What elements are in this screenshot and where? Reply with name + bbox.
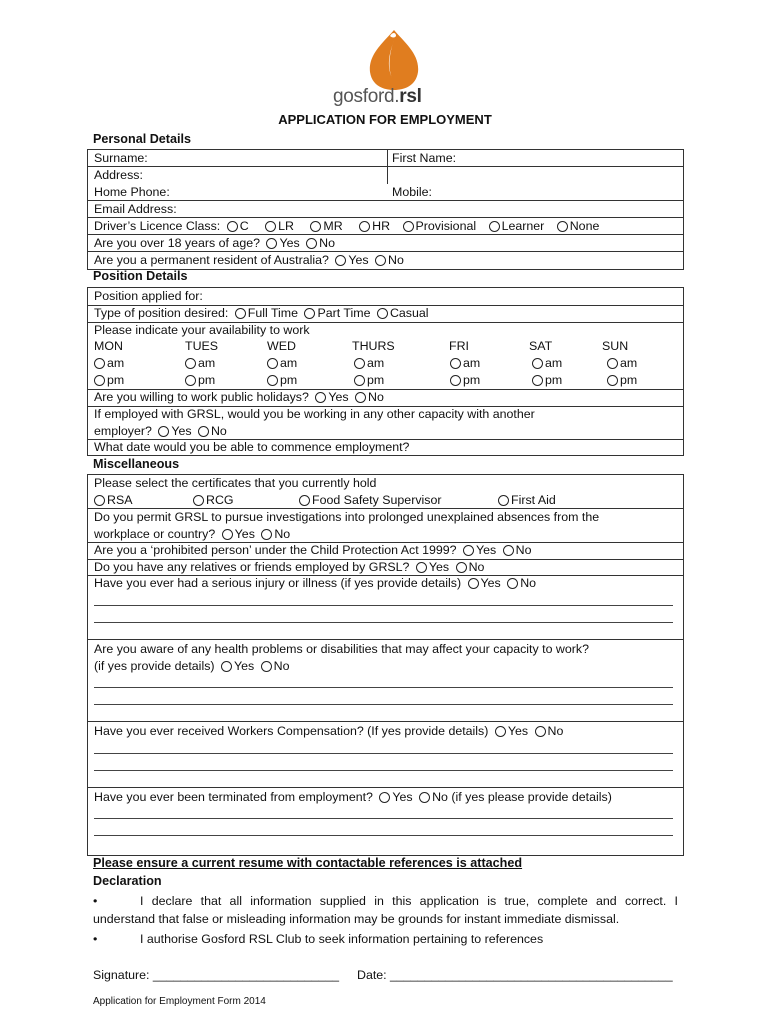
bullet: • xyxy=(93,894,98,908)
full-time-radio[interactable] xyxy=(235,308,246,319)
brand-suffix: rsl xyxy=(399,86,422,107)
sat-am-option: am xyxy=(529,356,562,370)
footer-text: Application for Employment Form 2014 xyxy=(93,996,266,1007)
row-divider xyxy=(88,639,683,640)
sun-am-option: am xyxy=(604,356,637,370)
casual-radio[interactable] xyxy=(377,308,388,319)
other-capacity-row: employer? Yes No xyxy=(94,424,227,438)
resident-row: Are you a permanent resident of Australia? Yes No xyxy=(94,253,404,267)
position-details-heading: Position Details xyxy=(93,269,188,283)
row-divider xyxy=(88,721,683,722)
workers-comp-details-line[interactable] xyxy=(94,753,673,754)
workers-comp-no-radio[interactable] xyxy=(535,726,546,737)
mon-pm-option: pm xyxy=(91,373,124,387)
prohibited-person-row: Are you a ‘prohibited person’ under the Child Protection Act 1999? Yes No xyxy=(94,543,532,557)
cert-rcg-option: RCG xyxy=(190,492,234,509)
licence-learner-radio[interactable] xyxy=(489,221,500,232)
over-18-row: Are you over 18 years of age? Yes No xyxy=(94,236,335,250)
day-thurs: THURS xyxy=(352,339,395,353)
health-details-line[interactable] xyxy=(94,704,673,705)
wed-am-radio[interactable] xyxy=(267,358,278,369)
investigate-no-radio[interactable] xyxy=(261,529,272,540)
brand-name: gosford. xyxy=(333,86,400,107)
holidays-yes-radio[interactable] xyxy=(315,392,326,403)
declaration-item-1 xyxy=(93,892,678,928)
personal-details-heading: Personal Details xyxy=(93,132,191,146)
wed-am-option: am xyxy=(264,356,297,370)
wed-pm-option: pm xyxy=(264,373,297,387)
row-divider xyxy=(88,787,683,788)
thurs-pm-option: pm xyxy=(351,373,384,387)
home-phone-field[interactable]: Home Phone: xyxy=(94,185,170,199)
tues-am-option: am xyxy=(182,356,215,370)
email-field[interactable]: Email Address: xyxy=(94,202,177,216)
terminated-no-radio[interactable] xyxy=(419,792,430,803)
declaration-heading: Declaration xyxy=(93,874,162,888)
day-sat: SAT xyxy=(529,339,553,353)
first-name-field[interactable]: First Name: xyxy=(392,151,457,165)
gosford-rsl-logo-icon xyxy=(362,28,426,92)
licence-c-radio[interactable] xyxy=(227,221,238,232)
injury-yes-radio[interactable] xyxy=(468,578,479,589)
cert-rsa-radio[interactable] xyxy=(94,495,105,506)
licence-none-radio[interactable] xyxy=(557,221,568,232)
licence-hr-radio[interactable] xyxy=(359,221,370,232)
other-capacity-yes-radio[interactable] xyxy=(158,426,169,437)
day-wed: WED xyxy=(267,339,296,353)
licence-provisional-radio[interactable] xyxy=(403,221,414,232)
surname-field[interactable]: Surname: xyxy=(94,151,148,165)
fri-pm-option: pm xyxy=(447,373,480,387)
investigate-yes-radio[interactable] xyxy=(222,529,233,540)
prohibited-no-radio[interactable] xyxy=(503,545,514,556)
sun-pm-option: pm xyxy=(604,373,637,387)
sun-pm-radio[interactable] xyxy=(607,375,618,386)
commence-date-field[interactable]: What date would you be able to commence employment? xyxy=(94,440,410,454)
health-no-radio[interactable] xyxy=(261,661,272,672)
thurs-am-option: am xyxy=(351,356,384,370)
workers-comp-row: Have you ever received Workers Compensation? (If yes provide details) Yes No xyxy=(94,724,564,738)
injury-no-radio[interactable] xyxy=(507,578,518,589)
day-sun: SUN xyxy=(602,339,629,353)
declaration-item-1-line1: I declare that all information supplied in this application is true, complete and correct. I xyxy=(140,894,678,908)
declaration-item-1-line2: understand that false or misleading information may be grounds for instant immediate dismissal. xyxy=(93,912,620,926)
cert-first-aid-option: First Aid xyxy=(495,492,556,509)
injury-details-line[interactable] xyxy=(94,605,673,606)
position-applied-field[interactable]: Position applied for: xyxy=(94,289,203,303)
over-18-no-radio[interactable] xyxy=(306,238,317,249)
day-tues: TUES xyxy=(185,339,219,353)
thurs-am-radio[interactable] xyxy=(354,358,365,369)
terminated-details-line[interactable] xyxy=(94,835,673,836)
investigate-line1: Do you permit GRSL to pursue investigations into prolonged unexplained absences from the xyxy=(94,510,600,524)
terminated-details-line[interactable] xyxy=(94,818,673,819)
tues-am-radio[interactable] xyxy=(185,358,196,369)
certificates-label: Please select the certificates that you currently hold xyxy=(94,476,377,490)
resident-yes-radio[interactable] xyxy=(335,255,346,266)
cert-food-safety-option: Food Safety Supervisor xyxy=(296,492,441,509)
other-capacity-line1: If employed with GRSL, would you be working in any other capacity with another xyxy=(94,407,535,421)
terminated-yes-radio[interactable] xyxy=(379,792,390,803)
wed-pm-radio[interactable] xyxy=(267,375,278,386)
availability-label: Please indicate your availability to work xyxy=(94,323,310,337)
injury-row: Have you ever had a serious injury or illness (if yes provide details) Yes No xyxy=(94,576,537,590)
cert-rsa-option: RSA xyxy=(91,492,132,509)
sat-pm-radio[interactable] xyxy=(532,375,543,386)
cert-food-safety-radio[interactable] xyxy=(299,495,310,506)
bullet: • xyxy=(93,932,98,946)
page-title: APPLICATION FOR EMPLOYMENT xyxy=(278,112,492,127)
health-line1: Are you aware of any health problems or disabilities that may affect your capacity to work? xyxy=(94,642,589,656)
personal-details-box xyxy=(87,149,684,270)
health-row: (if yes provide details) Yes No xyxy=(94,659,290,673)
sun-am-radio[interactable] xyxy=(607,358,618,369)
injury-details-line[interactable] xyxy=(94,622,673,623)
position-type-row: Type of position desired: Full Time Part Time Casual xyxy=(94,306,429,320)
health-details-line[interactable] xyxy=(94,687,673,688)
prohibited-yes-radio[interactable] xyxy=(463,545,474,556)
signature-field[interactable]: Signature: ___________________________ xyxy=(93,968,339,982)
relatives-row: Do you have any relatives or friends employed by GRSL? Yes No xyxy=(94,560,485,574)
over-18-yes-radio[interactable] xyxy=(266,238,277,249)
day-fri: FRI xyxy=(449,339,469,353)
fri-am-radio[interactable] xyxy=(450,358,461,369)
workers-comp-yes-radio[interactable] xyxy=(495,726,506,737)
miscellaneous-heading: Miscellaneous xyxy=(93,457,180,471)
licence-class-row: Driver’s Licence Class: C LR MR HR Provisional Learner None xyxy=(94,219,600,233)
declaration-item-2 xyxy=(93,930,678,948)
cert-rcg-radio[interactable] xyxy=(193,495,204,506)
licence-mr-radio[interactable] xyxy=(310,221,321,232)
position-details-box xyxy=(87,287,684,456)
fri-am-option: am xyxy=(447,356,480,370)
licence-lr-radio[interactable] xyxy=(265,221,276,232)
fri-pm-radio[interactable] xyxy=(450,375,461,386)
day-mon: MON xyxy=(94,339,123,353)
address-field[interactable]: Address: xyxy=(94,168,143,182)
health-yes-radio[interactable] xyxy=(221,661,232,672)
terminated-row: Have you ever been terminated from employment? Yes No (if yes please provide details) xyxy=(94,790,612,804)
public-holidays-row: Are you willing to work public holidays? Yes No xyxy=(94,390,384,404)
sat-am-radio[interactable] xyxy=(532,358,543,369)
relatives-no-radio[interactable] xyxy=(456,562,467,573)
tues-pm-radio[interactable] xyxy=(185,375,196,386)
tues-pm-option: pm xyxy=(182,373,215,387)
mobile-field[interactable]: Mobile: xyxy=(392,185,432,199)
resident-no-radio[interactable] xyxy=(375,255,386,266)
sat-pm-option: pm xyxy=(529,373,562,387)
mon-am-radio[interactable] xyxy=(94,358,105,369)
mon-pm-radio[interactable] xyxy=(94,375,105,386)
holidays-no-radio[interactable] xyxy=(355,392,366,403)
workers-comp-details-line[interactable] xyxy=(94,770,673,771)
cert-first-aid-radio[interactable] xyxy=(498,495,509,506)
declaration-item-2-text: I authorise Gosford RSL Club to seek information pertaining to references xyxy=(140,932,544,946)
miscellaneous-box xyxy=(87,474,684,856)
mon-am-option: am xyxy=(91,356,124,370)
other-capacity-no-radio[interactable] xyxy=(198,426,209,437)
relatives-yes-radio[interactable] xyxy=(416,562,427,573)
investigate-row: workplace or country? Yes No xyxy=(94,527,291,541)
date-field[interactable]: Date: _________________________________________ xyxy=(357,968,673,982)
brand-wordmark xyxy=(333,86,473,108)
resume-note: Please ensure a current resume with contactable references is attached xyxy=(93,856,523,870)
part-time-radio[interactable] xyxy=(304,308,315,319)
thurs-pm-radio[interactable] xyxy=(354,375,365,386)
